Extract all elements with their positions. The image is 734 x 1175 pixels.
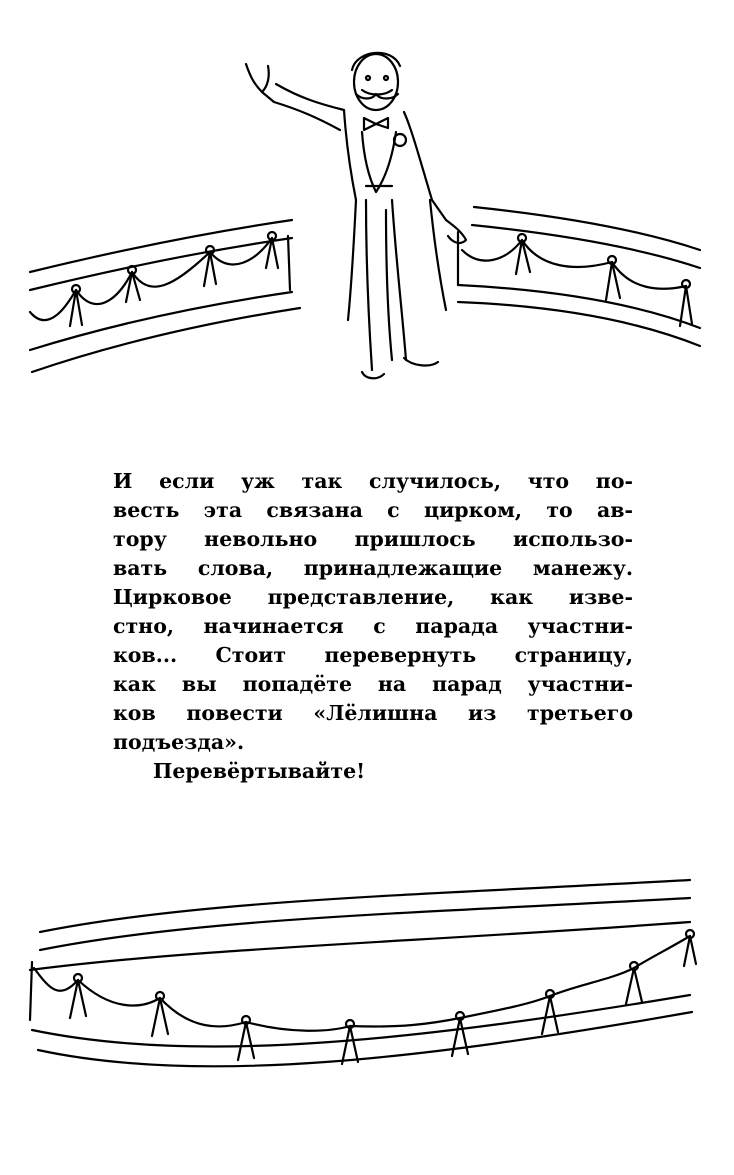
upper-right-barrier: [458, 207, 700, 346]
text-line: Цирковое представление, как изве-: [113, 585, 633, 609]
text-line: подъезда».: [113, 730, 245, 754]
text-line: ков... Стоит перевернуть страницу,: [113, 643, 633, 667]
bottom-barrier: [30, 880, 696, 1066]
text-line: ков повести «Лёлишна из третьего: [113, 701, 633, 725]
text-line: весть эта связана с цирком, то ав-: [113, 498, 633, 522]
text-line: стно, начинается с парада участни-: [113, 614, 633, 638]
closing-line: Перевёртывайте!: [153, 759, 366, 783]
intro-text: [113, 467, 633, 786]
text-line: как вы попадёте на парад участни-: [113, 672, 633, 696]
text-line: вать слова, принадлежащие манежу.: [113, 556, 633, 580]
text-line: тору невольно пришлось использо-: [113, 527, 633, 551]
ringmaster-figure: [246, 53, 466, 378]
upper-left-barrier: [30, 220, 300, 372]
text-line: И если уж так случилось, что по-: [113, 469, 633, 493]
